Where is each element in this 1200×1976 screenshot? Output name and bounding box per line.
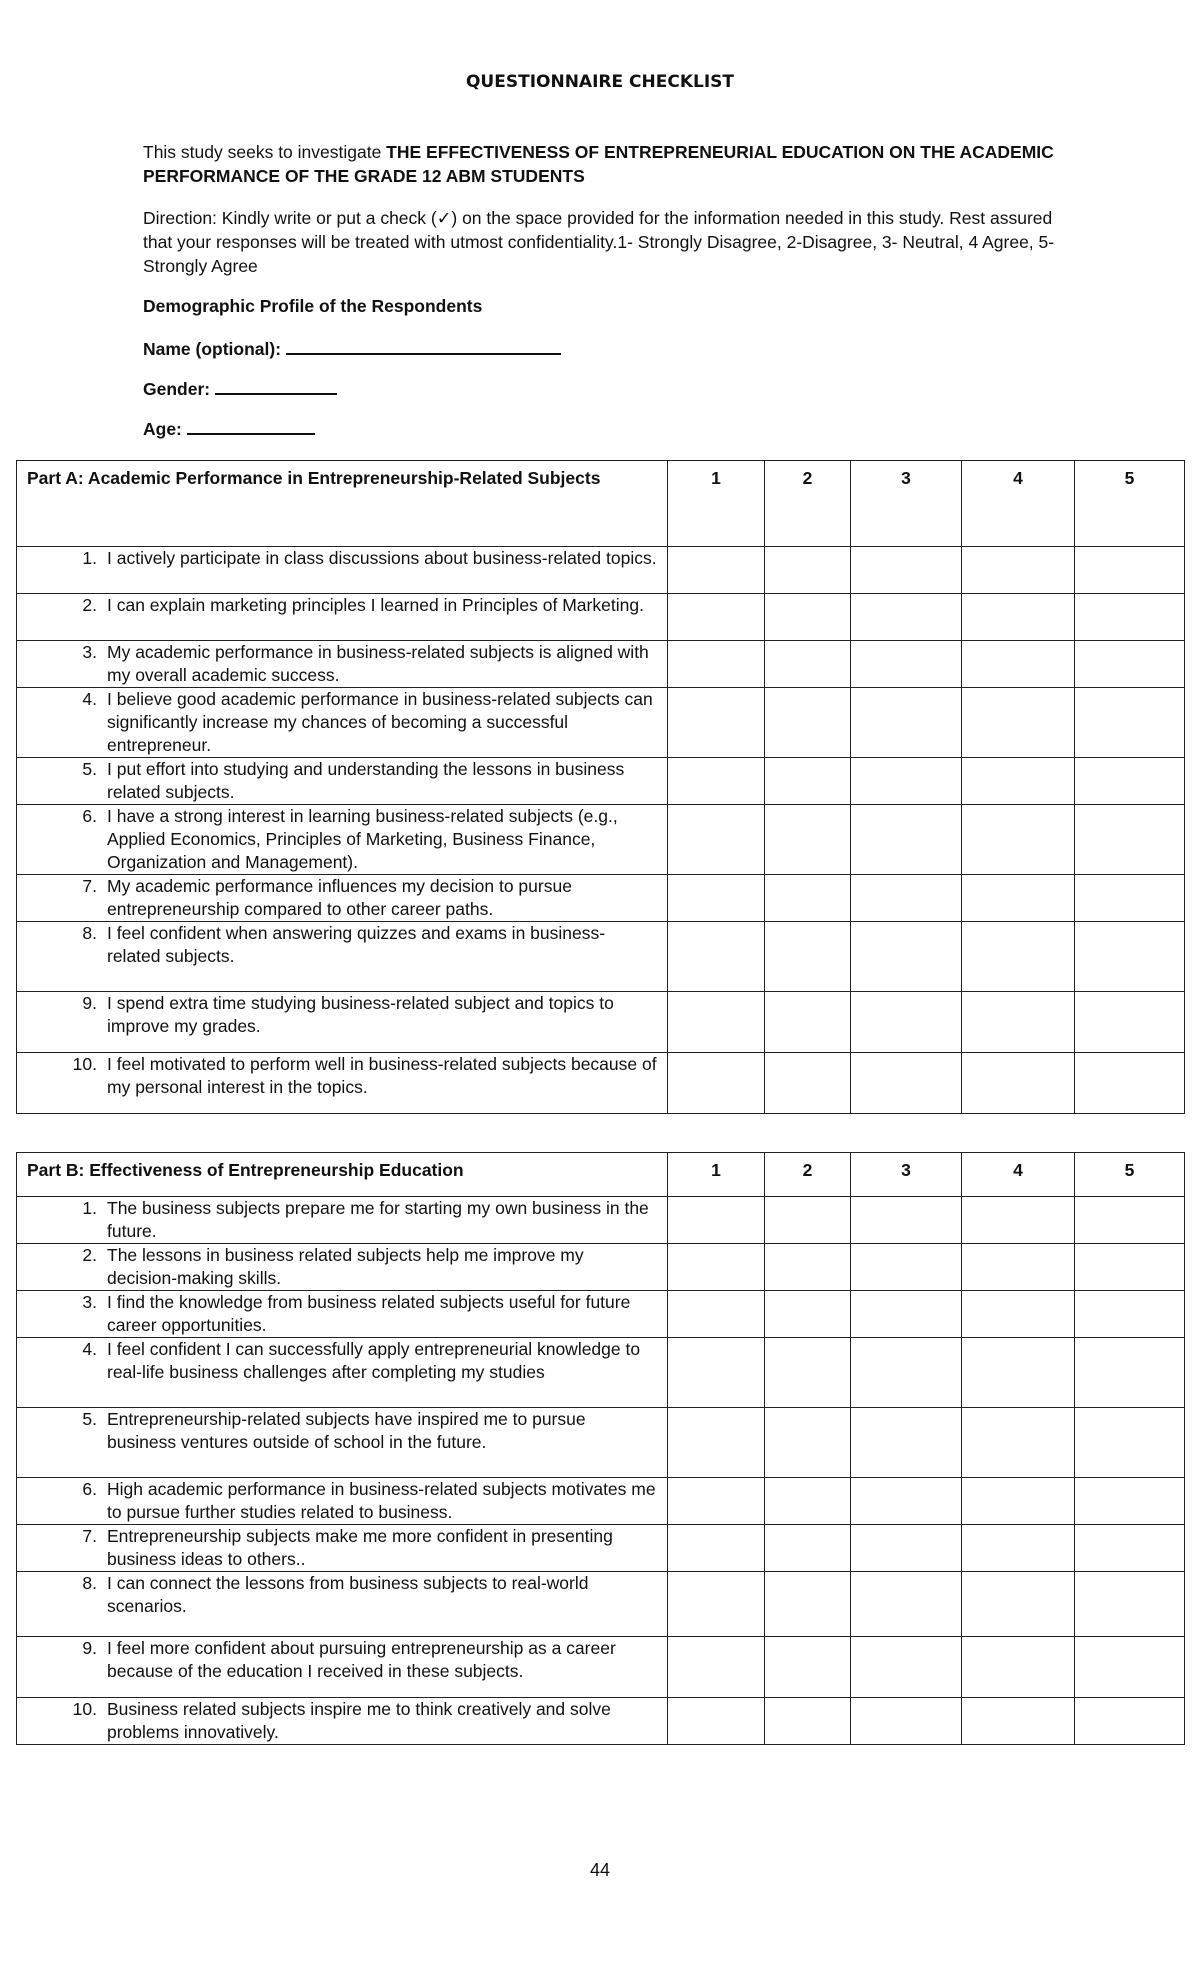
demographic-heading: Demographic Profile of the Respondents: [143, 296, 483, 316]
rating-cell-4[interactable]: [962, 641, 1075, 688]
scale-header-1: 1: [668, 1153, 765, 1197]
table-row: [17, 688, 1185, 758]
statement-cell: [17, 758, 668, 805]
table-header-row: [17, 461, 1185, 547]
item-statement: I spend extra time studying business-related subject and topics to improve my grades.: [107, 993, 614, 1036]
rating-cell-4[interactable]: [962, 1478, 1075, 1525]
rating-cell-2[interactable]: [765, 688, 851, 758]
rating-cell-3[interactable]: [851, 922, 962, 992]
item-statement: I put effort into studying and understanding the lessons in business related subjects.: [107, 759, 625, 802]
rating-cell-4[interactable]: [962, 1637, 1075, 1698]
rating-cell-5[interactable]: [1075, 992, 1185, 1053]
rating-cell-2[interactable]: [765, 805, 851, 875]
statement-cell: [17, 1478, 668, 1525]
study-title: THE EFFECTIVENESS OF ENTREPRENEURIAL EDUCATION ON THE ACADEMIC PERFORMANCE OF THE GRADE 12 ABM STUDENTS: [143, 142, 1054, 186]
rating-cell-3[interactable]: [851, 1291, 962, 1338]
rating-cell-2[interactable]: [765, 1698, 851, 1745]
rating-cell-2[interactable]: [765, 547, 851, 594]
rating-cell-3[interactable]: [851, 805, 962, 875]
table-row: [17, 1408, 1185, 1478]
rating-cell-4[interactable]: [962, 1572, 1075, 1637]
rating-cell-3[interactable]: [851, 1478, 962, 1525]
rating-cell-5[interactable]: [1075, 641, 1185, 688]
name-field-row: [143, 335, 1073, 361]
item-statement: I feel confident when answering quizzes and exams in business-related subjects.: [107, 923, 606, 966]
item-number: 9.: [82, 1638, 97, 1658]
rating-cell-1[interactable]: [668, 1478, 765, 1525]
item-statement: I believe good academic performance in business-related subjects can significantly increase my chances of becoming a successful entrepreneur.: [107, 689, 653, 755]
item-statement: My academic performance in business-related subjects is aligned with my overall academic success.: [107, 642, 649, 685]
item-statement: The business subjects prepare me for starting my own business in the future.: [107, 1198, 649, 1241]
scale-header-3: 3: [851, 1153, 962, 1197]
table-header-row: [17, 1153, 1185, 1197]
rating-cell-4[interactable]: [962, 1525, 1075, 1572]
statement-cell: [17, 1053, 668, 1114]
item-number: 8.: [82, 1573, 97, 1593]
rating-cell-1[interactable]: [668, 758, 765, 805]
rating-cell-2[interactable]: [765, 1244, 851, 1291]
rating-cell-5[interactable]: [1075, 758, 1185, 805]
rating-cell-4[interactable]: [962, 1244, 1075, 1291]
rating-cell-5[interactable]: [1075, 1698, 1185, 1745]
rating-cell-3[interactable]: [851, 547, 962, 594]
table-row: [17, 922, 1185, 992]
rating-cell-3[interactable]: [851, 1053, 962, 1114]
table-row: [17, 1698, 1185, 1745]
table-row: [17, 1572, 1185, 1637]
rating-cell-1[interactable]: [668, 875, 765, 922]
item-statement: I actively participate in class discussions about business-related topics.: [107, 548, 657, 568]
rating-cell-4[interactable]: [962, 1197, 1075, 1244]
rating-cell-5[interactable]: [1075, 688, 1185, 758]
statement-cell: [17, 1291, 668, 1338]
rating-cell-1[interactable]: [668, 1244, 765, 1291]
rating-cell-3[interactable]: [851, 1698, 962, 1745]
rating-cell-1[interactable]: [668, 922, 765, 992]
rating-cell-3[interactable]: [851, 1525, 962, 1572]
statement-cell: [17, 1637, 668, 1698]
rating-cell-1[interactable]: [668, 1291, 765, 1338]
statement-cell: [17, 805, 668, 875]
scale-header-2: 2: [765, 461, 851, 547]
table-row: [17, 641, 1185, 688]
rating-cell-2[interactable]: [765, 1637, 851, 1698]
page-number: 44: [589, 1860, 611, 1880]
rating-cell-1[interactable]: [668, 1637, 765, 1698]
table-row: [17, 758, 1185, 805]
gender-field-row: [143, 375, 1073, 401]
rating-cell-3[interactable]: [851, 758, 962, 805]
rating-cell-1[interactable]: [668, 1408, 765, 1478]
rating-cell-1[interactable]: [668, 688, 765, 758]
rating-cell-2[interactable]: [765, 1408, 851, 1478]
table-row: [17, 805, 1185, 875]
rating-cell-4[interactable]: [962, 688, 1075, 758]
part-heading: Part A: Academic Performance in Entrepreneurship-Related Subjects: [17, 461, 668, 547]
rating-cell-2[interactable]: [765, 1053, 851, 1114]
scale-header-5: 5: [1075, 1153, 1185, 1197]
item-number: 1.: [82, 548, 97, 568]
item-number: 2.: [82, 1245, 97, 1265]
age-label: Age:: [143, 419, 182, 439]
rating-cell-4[interactable]: [962, 875, 1075, 922]
statement-cell: [17, 992, 668, 1053]
rating-cell-3[interactable]: [851, 1637, 962, 1698]
item-number: 6.: [82, 806, 97, 826]
study-prefix: This study seeks to investigate: [143, 142, 387, 162]
gender-field[interactable]: [215, 375, 337, 395]
item-number: 4.: [82, 689, 97, 709]
rating-cell-1[interactable]: [668, 1525, 765, 1572]
statement-cell: [17, 1408, 668, 1478]
study-statement: [143, 140, 1073, 188]
table-row: [17, 1525, 1185, 1572]
table-row: [17, 1637, 1185, 1698]
table-row: [17, 875, 1185, 922]
item-statement: I feel more confident about pursuing entrepreneurship as a career because of the education I received in these subjects.: [107, 1638, 616, 1681]
rating-cell-5[interactable]: [1075, 805, 1185, 875]
direction-text: Direction: Kindly write or put a check (✓) on the space provided for the information needed in this study. Rest assured that your responses will be treated with utmost confidentiality.1- Strongly Disagree, 2-Disagree, 3- Neutral, 4 Agree, 5- Strongly Agree: [143, 208, 1055, 276]
rating-cell-2[interactable]: [765, 1338, 851, 1408]
item-statement: Entrepreneurship subjects make me more confident in presenting business ideas to others..: [107, 1526, 613, 1569]
rating-cell-5[interactable]: [1075, 1244, 1185, 1291]
statement-cell: [17, 1197, 668, 1244]
table-row: [17, 1197, 1185, 1244]
rating-cell-5[interactable]: [1075, 875, 1185, 922]
age-field-row: [143, 415, 1073, 441]
statement-cell: [17, 1525, 668, 1572]
page-title: QUESTIONNAIRE CHECKLIST: [465, 72, 734, 92]
rating-cell-1[interactable]: [668, 992, 765, 1053]
scale-header-4: 4: [962, 461, 1075, 547]
rating-cell-4[interactable]: [962, 992, 1075, 1053]
table-row: [17, 594, 1185, 641]
rating-cell-4[interactable]: [962, 1408, 1075, 1478]
rating-cell-3[interactable]: [851, 1408, 962, 1478]
item-number: 1.: [82, 1198, 97, 1218]
rating-cell-5[interactable]: [1075, 1197, 1185, 1244]
rating-cell-5[interactable]: [1075, 1572, 1185, 1637]
rating-cell-5[interactable]: [1075, 922, 1185, 992]
statement-cell: [17, 641, 668, 688]
rating-cell-5[interactable]: [1075, 1338, 1185, 1408]
rating-cell-2[interactable]: [765, 758, 851, 805]
rating-cell-1[interactable]: [668, 594, 765, 641]
rating-cell-4[interactable]: [962, 594, 1075, 641]
age-field[interactable]: [187, 415, 315, 435]
item-number: 7.: [82, 1526, 97, 1546]
table-row: [17, 1291, 1185, 1338]
rating-cell-1[interactable]: [668, 1572, 765, 1637]
table-row: [17, 1478, 1185, 1525]
rating-cell-4[interactable]: [962, 805, 1075, 875]
item-statement: I can connect the lessons from business subjects to real-world scenarios.: [107, 1573, 589, 1616]
rating-cell-3[interactable]: [851, 688, 962, 758]
rating-cell-4[interactable]: [962, 1291, 1075, 1338]
rating-cell-5[interactable]: [1075, 1053, 1185, 1114]
scale-header-3: 3: [851, 461, 962, 547]
statement-cell: [17, 875, 668, 922]
rating-cell-2[interactable]: [765, 1197, 851, 1244]
item-number: 2.: [82, 595, 97, 615]
rating-cell-1[interactable]: [668, 1698, 765, 1745]
statement-cell: [17, 688, 668, 758]
scale-header-1: 1: [668, 461, 765, 547]
item-statement: High academic performance in business-related subjects motivates me to pursue further studies related to business.: [107, 1479, 656, 1522]
rating-cell-1[interactable]: [668, 1197, 765, 1244]
rating-cell-5[interactable]: [1075, 1637, 1185, 1698]
statement-cell: [17, 1698, 668, 1745]
rating-cell-3[interactable]: [851, 992, 962, 1053]
rating-cell-4[interactable]: [962, 1053, 1075, 1114]
statement-cell: [17, 922, 668, 992]
rating-cell-1[interactable]: [668, 547, 765, 594]
statement-cell: [17, 594, 668, 641]
item-number: 6.: [82, 1479, 97, 1499]
item-statement: I find the knowledge from business related subjects useful for future career opportunities.: [107, 1292, 631, 1335]
rating-cell-4[interactable]: [962, 1698, 1075, 1745]
item-number: 3.: [82, 1292, 97, 1312]
rating-cell-3[interactable]: [851, 875, 962, 922]
part-a-table: [16, 460, 1185, 1114]
rating-cell-3[interactable]: [851, 1244, 962, 1291]
item-number: 5.: [82, 1409, 97, 1429]
item-number: 7.: [82, 876, 97, 896]
item-statement: The lessons in business related subjects help me improve my decision-making skills.: [107, 1245, 584, 1288]
statement-cell: [17, 547, 668, 594]
statement-cell: [17, 1338, 668, 1408]
item-number: 10.: [72, 1054, 97, 1074]
table-row: [17, 1244, 1185, 1291]
rating-cell-3[interactable]: [851, 594, 962, 641]
scale-header-5: 5: [1075, 461, 1185, 547]
rating-cell-4[interactable]: [962, 547, 1075, 594]
rating-cell-3[interactable]: [851, 1338, 962, 1408]
table-row: [17, 1053, 1185, 1114]
name-label: Name (optional):: [143, 339, 282, 359]
rating-cell-5[interactable]: [1075, 1525, 1185, 1572]
rating-cell-5[interactable]: [1075, 594, 1185, 641]
rating-cell-1[interactable]: [668, 805, 765, 875]
rating-cell-2[interactable]: [765, 1478, 851, 1525]
table-row: [17, 992, 1185, 1053]
rating-cell-2[interactable]: [765, 1291, 851, 1338]
item-number: 8.: [82, 923, 97, 943]
scale-header-2: 2: [765, 1153, 851, 1197]
rating-cell-2[interactable]: [765, 1525, 851, 1572]
rating-cell-3[interactable]: [851, 1197, 962, 1244]
item-statement: I feel motivated to perform well in business-related subjects because of my personal interest in the topics.: [107, 1054, 657, 1097]
rating-cell-3[interactable]: [851, 1572, 962, 1637]
item-number: 9.: [82, 993, 97, 1013]
part-b-table: [16, 1152, 1185, 1745]
rating-cell-1[interactable]: [668, 1338, 765, 1408]
rating-cell-2[interactable]: [765, 1572, 851, 1637]
rating-cell-4[interactable]: [962, 758, 1075, 805]
rating-cell-5[interactable]: [1075, 1408, 1185, 1478]
rating-cell-4[interactable]: [962, 922, 1075, 992]
rating-cell-5[interactable]: [1075, 1478, 1185, 1525]
item-statement: Business related subjects inspire me to think creatively and solve problems innovatively.: [107, 1699, 611, 1742]
statement-cell: [17, 1572, 668, 1637]
rating-cell-2[interactable]: [765, 594, 851, 641]
item-statement: I have a strong interest in learning business-related subjects (e.g., Applied Economics, Principles of Marketing, Business Finance, Organization and Management).: [107, 806, 618, 872]
table-row: [17, 547, 1185, 594]
item-number: 3.: [82, 642, 97, 662]
gender-label: Gender:: [143, 379, 211, 399]
item-number: 5.: [82, 759, 97, 779]
rating-cell-4[interactable]: [962, 1338, 1075, 1408]
rating-cell-2[interactable]: [765, 641, 851, 688]
rating-cell-3[interactable]: [851, 641, 962, 688]
item-statement: Entrepreneurship-related subjects have inspired me to pursue business ventures outside of school in the future.: [107, 1409, 586, 1452]
rating-cell-1[interactable]: [668, 641, 765, 688]
rating-cell-5[interactable]: [1075, 547, 1185, 594]
item-statement: I feel confident I can successfully apply entrepreneurial knowledge to real-life business challenges after completing my studies: [107, 1339, 641, 1382]
rating-cell-2[interactable]: [765, 875, 851, 922]
name-field[interactable]: [286, 335, 561, 355]
rating-cell-1[interactable]: [668, 1053, 765, 1114]
item-statement: I can explain marketing principles I learned in Principles of Marketing.: [107, 595, 644, 615]
statement-cell: [17, 1244, 668, 1291]
table-row: [17, 1338, 1185, 1408]
rating-cell-5[interactable]: [1075, 1291, 1185, 1338]
rating-cell-2[interactable]: [765, 922, 851, 992]
item-number: 10.: [72, 1699, 97, 1719]
scale-header-4: 4: [962, 1153, 1075, 1197]
item-number: 4.: [82, 1339, 97, 1359]
part-heading: Part B: Effectiveness of Entrepreneurship Education: [17, 1153, 668, 1197]
rating-cell-2[interactable]: [765, 992, 851, 1053]
item-statement: My academic performance influences my decision to pursue entrepreneurship compared to other career paths.: [107, 876, 572, 919]
